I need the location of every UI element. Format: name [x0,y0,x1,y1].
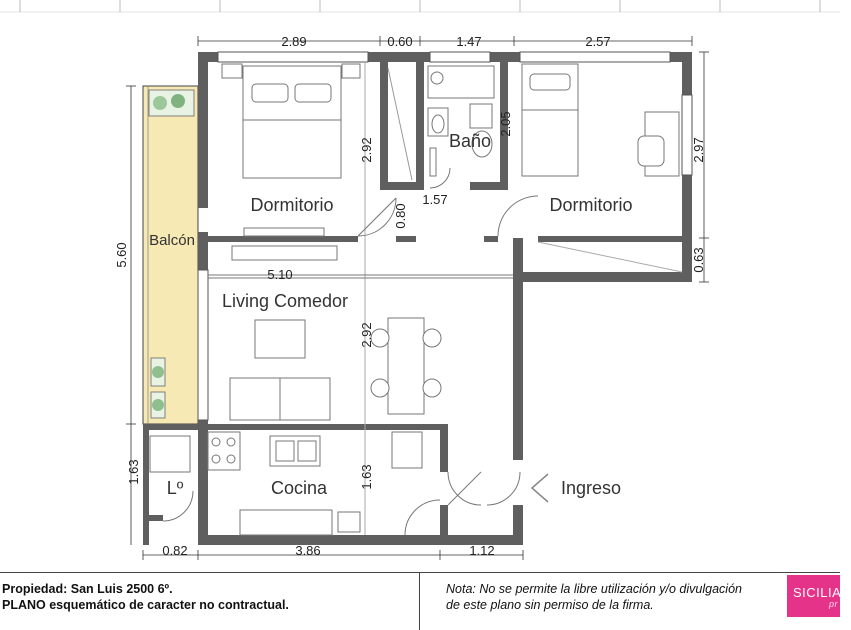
note-line-2: de este plano sin permiso de la firma. [446,598,654,612]
dim-top-3: 1.47 [456,34,482,49]
property-address: Propiedad: San Luis 2500 6º. [2,582,173,596]
living-furniture [230,318,441,420]
brand-logo [787,575,851,617]
dim-bottom-3: 1.12 [469,543,495,558]
room-label-dormitorio-2: Dormitorio [549,195,633,215]
dim-living-height: 2.92 [359,322,374,348]
dim-bottom-1: 0.82 [162,543,188,558]
room-label-balcon: Balcón [149,232,195,249]
dim-door-gap: 0.80 [393,203,408,229]
dim-bano-height: 2.05 [498,111,513,137]
dim-dorm-height: 2.92 [359,137,374,163]
dim-cocina-height: 1.63 [359,464,374,490]
dim-top-2: 0.60 [387,34,413,49]
room-label-cocina: Cocina [270,478,328,498]
note-line-1: Nota: No se permite la libre utilización y/o divulgación [446,582,742,596]
dim-left-total: 5.60 [114,242,129,268]
bath-fixtures [428,66,494,176]
dim-bano-width: 1.57 [422,192,448,207]
dim-right-bottom: 0.63 [691,247,706,273]
footer-note [420,573,782,630]
dim-top-4: 2.57 [585,34,611,49]
doors [163,168,538,535]
entrance-label: Ingreso [560,478,622,498]
plan-disclaimer: PLANO esquemático de caracter no contractual. [2,598,289,612]
dim-right-top: 2.97 [691,137,706,163]
footer-property-info [0,573,420,630]
dim-lavadero-height: 1.63 [126,459,141,485]
dim-bottom-2: 3.86 [295,543,321,558]
bed-1 [222,64,360,260]
top-border-ticks [0,0,840,12]
dim-top-1: 2.89 [281,34,307,49]
room-label-bano: Baño [448,131,492,151]
room-label-dormitorio-1: Dormitorio [250,195,334,215]
footer [0,572,851,630]
room-label-lavadero: Lº [166,478,184,498]
brand-sub: pr [828,599,838,609]
bed-2 [522,64,679,176]
dim-living-width: 5.10 [267,267,293,282]
brand-name: SICILIAN [793,585,851,600]
room-label-living: Living Comedor [221,291,349,311]
